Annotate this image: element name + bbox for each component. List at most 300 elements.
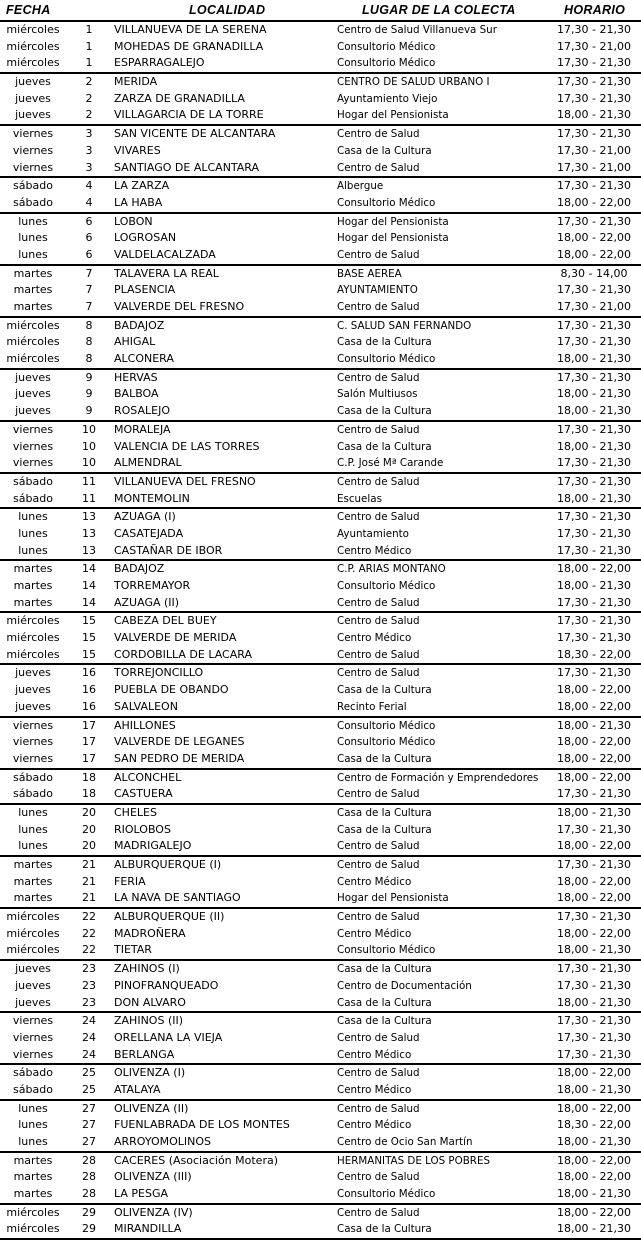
hours-cell: 18,00 - 21,30	[557, 352, 631, 366]
date-cell: 18	[82, 770, 96, 784]
hours-cell: 17,30 - 21,00	[557, 300, 631, 313]
locality-cell: SAN PEDRO DE MERIDA	[114, 751, 245, 765]
day-cell: miércoles	[6, 23, 60, 36]
table-row	[0, 509, 641, 526]
table-row	[0, 1153, 641, 1170]
venue-cell: Albergue	[337, 180, 384, 193]
hours-cell: 18,00 - 21,30	[557, 943, 631, 957]
table-row	[0, 474, 641, 491]
venue-cell: C.P. José Mª Carande	[337, 457, 444, 470]
venue-cell: Centro Médico	[337, 1048, 412, 1061]
venue-cell: Centro de Salud	[337, 248, 420, 261]
table-row	[0, 1030, 641, 1047]
day-cell: martes	[13, 858, 53, 871]
locality-cell: OLIVENZA (I)	[114, 1066, 186, 1080]
date-cell: 10	[82, 456, 96, 470]
venue-cell: Centro de Salud	[337, 1031, 420, 1044]
date-cell: 13	[82, 526, 96, 540]
date-cell: 6	[85, 247, 93, 261]
venue-cell: Casa de la Cultura	[337, 405, 432, 418]
hours-cell: 18,00 - 21,30	[557, 1082, 631, 1096]
table-row	[0, 770, 641, 787]
date-cell: 25	[82, 1066, 96, 1080]
header-localidad: LOCALIDAD	[189, 3, 266, 17]
day-cell: viernes	[12, 1014, 54, 1028]
locality-cell: VILLANUEVA DE LA SERENA	[114, 23, 267, 36]
table-row	[0, 1065, 641, 1082]
locality-cell: VILLANUEVA DEL FRESNO	[114, 474, 256, 488]
locality-cell: RIOLOBOS	[114, 822, 171, 836]
table-row	[0, 786, 641, 803]
hours-cell: 18,00 - 21,30	[557, 718, 631, 732]
date-cell: 15	[82, 614, 96, 628]
header-lugar: LUGAR DE LA COLECTA	[362, 3, 516, 17]
date-cell: 4	[85, 195, 93, 209]
table-row	[0, 1047, 641, 1064]
table-row	[0, 1134, 641, 1151]
hours-cell: 17,30 - 21,30	[557, 510, 631, 524]
hours-cell: 17,30 - 21,30	[557, 787, 631, 801]
table-row	[0, 22, 641, 39]
hours-cell: 18,00 - 22,00	[557, 562, 631, 576]
hours-cell: 18,00 - 22,00	[557, 1066, 631, 1080]
locality-cell: SANTIAGO DE ALCANTARA	[114, 160, 260, 174]
day-cell: viernes	[12, 1030, 54, 1044]
locality-cell: BADAJOZ	[114, 562, 165, 576]
locality-cell: ROSALEJO	[114, 404, 170, 418]
hours-cell: 17,30 - 21,30	[557, 666, 631, 680]
day-cell: miércoles	[6, 352, 60, 366]
venue-cell: Centro Médico	[337, 927, 412, 940]
date-cell: 9	[85, 387, 93, 401]
hours-cell: 18,00 - 21,30	[557, 1222, 631, 1236]
table-row	[0, 351, 641, 368]
hours-cell: 17,30 - 21,30	[557, 422, 631, 436]
table-row	[0, 39, 641, 56]
venue-cell: AYUNTAMIENTO	[337, 284, 418, 297]
table-row	[0, 491, 641, 508]
header-fecha: FECHA	[6, 3, 51, 17]
table-header	[0, 0, 641, 22]
hours-cell: 17,30 - 21,30	[557, 318, 631, 332]
table-row	[0, 370, 641, 387]
date-cell: 17	[82, 735, 96, 749]
date-cell: 17	[82, 718, 96, 732]
table-row	[0, 422, 641, 439]
hours-cell: 17,30 - 21,30	[557, 595, 631, 609]
venue-cell: Escuelas	[337, 492, 382, 505]
table-row	[0, 214, 641, 231]
venue-cell: Casa de la Cultura	[337, 963, 432, 976]
hours-cell: 17,30 - 21,30	[557, 543, 631, 557]
venue-cell: Centro Médico	[337, 632, 412, 645]
venue-cell: Recinto Ferial	[337, 700, 407, 713]
day-cell: miércoles	[6, 926, 60, 940]
table-row	[0, 230, 641, 247]
day-cell: lunes	[18, 805, 48, 819]
venue-cell: Centro Médico	[337, 1083, 412, 1096]
day-group	[0, 126, 641, 178]
date-cell: 8	[85, 318, 93, 332]
table-row	[0, 266, 641, 283]
venue-cell: Casa de la Cultura	[337, 440, 432, 453]
table-row	[0, 178, 641, 195]
day-cell: viernes	[12, 718, 54, 732]
table-row	[0, 1101, 641, 1118]
venue-cell: Centro de Salud	[337, 1171, 420, 1184]
venue-cell: Hogar del Pensionista	[337, 892, 449, 905]
locality-cell: PINOFRANQUEADO	[114, 978, 219, 992]
day-cell: sábado	[13, 1082, 53, 1096]
day-group	[0, 422, 641, 474]
locality-cell: ZAHINOS (II)	[114, 1014, 184, 1028]
hours-cell: 18,00 - 21,30	[557, 1187, 631, 1201]
day-group	[0, 1065, 641, 1100]
day-cell: jueves	[15, 962, 51, 976]
date-cell: 21	[82, 891, 96, 905]
day-cell: miércoles	[6, 910, 60, 924]
day-group	[0, 266, 641, 318]
date-cell: 15	[82, 631, 96, 645]
table-row	[0, 386, 641, 403]
hours-cell: 18,00 - 21,30	[557, 108, 631, 122]
hours-cell: 18,00 - 22,00	[557, 891, 631, 905]
venue-cell: Hogar del Pensionista	[337, 109, 449, 122]
date-cell: 22	[82, 910, 96, 924]
locality-cell: VALENCIA DE LAS TORRES	[114, 439, 260, 453]
table-row	[0, 926, 641, 943]
day-cell: jueves	[15, 91, 51, 105]
date-cell: 21	[82, 858, 96, 871]
hours-cell: 18,00 - 22,00	[557, 683, 631, 697]
table-row	[0, 143, 641, 160]
venue-cell: Consultorio Médico	[337, 196, 436, 209]
day-cell: martes	[13, 562, 53, 576]
day-cell: miércoles	[6, 335, 60, 349]
venue-cell: Casa de la Cultura	[337, 806, 432, 819]
locality-cell: VALVERDE DE MERIDA	[114, 631, 237, 645]
hours-cell: 18,00 - 21,30	[557, 995, 631, 1009]
day-cell: jueves	[15, 108, 51, 122]
table-row	[0, 318, 641, 335]
date-cell: 27	[82, 1101, 96, 1115]
venue-cell: Consultorio Médico	[337, 580, 436, 592]
locality-cell: ORELLANA LA VIEJA	[114, 1030, 223, 1044]
date-cell: 3	[85, 160, 93, 174]
venue-cell: Consultorio Médico	[337, 944, 436, 957]
venue-cell: Centro de Salud	[337, 423, 420, 436]
date-cell: 21	[82, 874, 96, 888]
locality-cell: LA NAVA DE SANTIAGO	[114, 891, 241, 905]
date-cell: 16	[82, 699, 96, 713]
day-group	[0, 474, 641, 509]
day-cell: sábado	[13, 179, 53, 193]
day-cell: lunes	[18, 1101, 48, 1115]
day-group	[0, 718, 641, 770]
hours-cell: 17,30 - 21,30	[557, 283, 631, 297]
day-cell: martes	[13, 300, 53, 313]
day-cell: sábado	[13, 787, 53, 801]
day-group	[0, 909, 641, 961]
locality-cell: OLIVENZA (III)	[114, 1170, 192, 1184]
locality-cell: FUENLABRADA DE LOS MONTES	[114, 1118, 290, 1132]
venue-cell: Consultorio Médico	[337, 736, 436, 749]
day-cell: lunes	[18, 510, 48, 524]
date-cell: 22	[82, 943, 96, 957]
venue-cell: Casa de la Cultura	[337, 684, 432, 697]
hours-cell: 17,30 - 21,30	[557, 56, 631, 70]
day-group	[0, 665, 641, 717]
venue-cell: Consultorio Médico	[337, 353, 436, 366]
day-cell: martes	[13, 874, 53, 888]
date-cell: 17	[82, 751, 96, 765]
table-row	[0, 961, 641, 978]
table-row	[0, 526, 641, 543]
day-cell: martes	[13, 1153, 53, 1167]
day-cell: sábado	[13, 474, 53, 488]
locality-cell: CACERES (Asociación Motera)	[114, 1153, 278, 1167]
table-row	[0, 751, 641, 768]
date-cell: 7	[85, 300, 93, 313]
date-cell: 16	[82, 683, 96, 697]
locality-cell: OLIVENZA (IV)	[114, 1205, 193, 1219]
table-row	[0, 1221, 641, 1238]
date-cell: 18	[82, 787, 96, 801]
hours-cell: 18,00 - 21,30	[557, 579, 631, 592]
hours-cell: 17,30 - 21,30	[557, 127, 631, 141]
date-cell: 14	[82, 595, 96, 609]
day-group	[0, 22, 641, 74]
day-cell: miércoles	[6, 614, 60, 628]
date-cell: 24	[82, 1047, 96, 1061]
day-cell: lunes	[18, 822, 48, 836]
venue-cell: Consultorio Médico	[337, 57, 436, 70]
venue-cell: Centro de Salud	[337, 859, 420, 871]
date-cell: 2	[85, 108, 93, 122]
venue-cell: Centro de Salud	[337, 511, 420, 524]
date-cell: 23	[82, 978, 96, 992]
day-cell: martes	[13, 1187, 53, 1201]
locality-cell: ALBURQUERQUE (II)	[114, 910, 225, 924]
date-cell: 24	[82, 1014, 96, 1028]
locality-cell: MONTEMOLIN	[114, 491, 190, 505]
locality-cell: TORREMAYOR	[114, 579, 191, 592]
date-cell: 3	[85, 143, 93, 157]
venue-cell: Consultorio Médico	[337, 719, 436, 732]
hours-cell: 18,00 - 22,00	[557, 1101, 631, 1115]
table-row	[0, 578, 641, 595]
day-cell: viernes	[12, 735, 54, 749]
venue-cell: Casa de la Cultura	[337, 823, 432, 836]
day-cell: miércoles	[6, 631, 60, 645]
date-cell: 25	[82, 1082, 96, 1096]
day-cell: lunes	[18, 1118, 48, 1132]
table-row	[0, 874, 641, 891]
date-cell: 7	[85, 283, 93, 297]
date-cell: 27	[82, 1118, 96, 1132]
venue-cell: Centro de Salud	[337, 1206, 420, 1219]
date-cell: 20	[82, 822, 96, 836]
date-cell: 29	[82, 1205, 96, 1219]
locality-cell: TALAVERA LA REAL	[114, 266, 219, 280]
locality-cell: ATALAYA	[114, 1082, 161, 1096]
date-cell: 6	[85, 214, 93, 228]
table-row	[0, 665, 641, 682]
venue-cell: C.P. ARIAS MONTANO	[337, 563, 446, 576]
table-row	[0, 74, 641, 91]
table-row	[0, 1169, 641, 1186]
date-cell: 8	[85, 335, 93, 349]
hours-cell: 18,30 - 22,00	[557, 1118, 631, 1132]
day-cell: jueves	[15, 370, 51, 384]
day-cell: miércoles	[6, 647, 60, 661]
venue-cell: Centro de Salud	[337, 128, 420, 141]
venue-cell: Centro de Salud	[337, 840, 420, 853]
day-group	[0, 770, 641, 805]
venue-cell: Centro de Salud Villanueva Sur	[337, 24, 497, 36]
locality-cell: BERLANGA	[114, 1047, 175, 1061]
table-row	[0, 647, 641, 664]
date-cell: 16	[82, 666, 96, 680]
table-row	[0, 630, 641, 647]
table-row	[0, 734, 641, 751]
day-cell: jueves	[15, 683, 51, 697]
date-cell: 28	[82, 1170, 96, 1184]
locality-cell: ALBURQUERQUE (I)	[114, 858, 222, 871]
locality-cell: MERIDA	[114, 75, 158, 89]
table-row	[0, 613, 641, 630]
venue-cell: Casa de la Cultura	[337, 1015, 432, 1028]
day-cell: sábado	[13, 491, 53, 505]
date-cell: 23	[82, 962, 96, 976]
table-row	[0, 107, 641, 124]
day-cell: sábado	[13, 770, 53, 784]
venue-cell: C. SALUD SAN FERNANDO	[337, 319, 472, 332]
day-cell: viernes	[12, 751, 54, 765]
hours-cell: 17,30 - 21,30	[557, 978, 631, 992]
day-group	[0, 561, 641, 613]
table-row	[0, 890, 641, 907]
hours-cell: 18,00 - 21,30	[557, 491, 631, 505]
date-cell: 10	[82, 422, 96, 436]
venue-cell: Centro de Salud	[337, 371, 420, 384]
table-row	[0, 995, 641, 1012]
venue-cell: Casa de la Cultura	[337, 752, 432, 765]
day-cell: viernes	[12, 439, 54, 453]
day-cell: martes	[13, 1170, 53, 1184]
date-cell: 15	[82, 647, 96, 661]
hours-cell: 18,00 - 21,30	[557, 439, 631, 453]
date-cell: 13	[82, 543, 96, 557]
date-cell: 24	[82, 1030, 96, 1044]
locality-cell: LA PESGA	[114, 1187, 169, 1201]
day-cell: martes	[13, 266, 53, 280]
venue-cell: Consultorio Médico	[337, 40, 436, 53]
locality-cell: CHELES	[114, 805, 157, 819]
day-cell: martes	[13, 891, 53, 905]
locality-cell: AHILLONES	[114, 718, 176, 732]
locality-cell: CORDOBILLA DE LACARA	[114, 647, 252, 661]
locality-cell: CASTAÑAR DE IBOR	[114, 543, 223, 557]
locality-cell: FERIA	[114, 874, 146, 888]
hours-cell: 18,00 - 21,30	[557, 387, 631, 401]
hours-cell: 18,00 - 22,00	[557, 195, 631, 209]
day-cell: viernes	[12, 422, 54, 436]
locality-cell: ALCONERA	[114, 352, 174, 366]
day-cell: jueves	[15, 404, 51, 418]
table-row	[0, 299, 641, 316]
table-row	[0, 1013, 641, 1030]
locality-cell: LA ZARZA	[114, 179, 170, 193]
venue-cell: Casa de la Cultura	[337, 336, 432, 349]
date-cell: 23	[82, 995, 96, 1009]
hours-cell: 18,00 - 22,00	[557, 231, 631, 245]
date-cell: 22	[82, 926, 96, 940]
hours-cell: 17,30 - 21,00	[557, 39, 631, 53]
day-group	[0, 961, 641, 1013]
date-cell: 6	[85, 231, 93, 245]
table-row	[0, 160, 641, 177]
hours-cell: 18,00 - 21,30	[557, 404, 631, 418]
date-cell: 11	[82, 474, 96, 488]
table-row	[0, 595, 641, 612]
schedule-body	[0, 22, 641, 1240]
day-cell: lunes	[18, 839, 48, 853]
day-cell: viernes	[12, 456, 54, 470]
day-cell: miércoles	[6, 56, 60, 70]
venue-cell: Centro de Ocio San Martín	[337, 1136, 473, 1148]
day-cell: jueves	[15, 666, 51, 680]
venue-cell: Centro de Salud	[337, 1067, 420, 1080]
day-cell: lunes	[18, 543, 48, 557]
venue-cell: Centro Médico	[337, 1119, 412, 1132]
venue-cell: Centro de Salud	[337, 788, 420, 801]
venue-cell: Centro de Documentación	[337, 979, 472, 992]
table-row	[0, 942, 641, 959]
table-row	[0, 1205, 641, 1222]
hours-cell: 17,30 - 21,30	[557, 179, 631, 193]
table-row	[0, 439, 641, 456]
day-cell: martes	[13, 595, 53, 609]
day-cell: lunes	[18, 247, 48, 261]
venue-cell: Ayuntamiento Viejo	[337, 92, 438, 105]
table-row	[0, 838, 641, 855]
date-cell: 27	[82, 1135, 96, 1148]
hours-cell: 18,00 - 22,00	[557, 1205, 631, 1219]
venue-cell: Casa de la Cultura	[337, 1223, 432, 1236]
day-group	[0, 318, 641, 370]
date-cell: 13	[82, 510, 96, 524]
day-group	[0, 178, 641, 213]
locality-cell: MOHEDAS DE GRANADILLA	[114, 39, 264, 53]
locality-cell: ARROYOMOLINOS	[114, 1135, 212, 1148]
hours-cell: 18,00 - 21,30	[557, 805, 631, 819]
day-cell: miércoles	[6, 1205, 60, 1219]
day-cell: viernes	[12, 127, 54, 141]
hours-cell: 18,00 - 22,00	[557, 751, 631, 765]
day-group	[0, 1013, 641, 1065]
locality-cell: PUEBLA DE OBANDO	[114, 683, 229, 697]
day-cell: jueves	[15, 387, 51, 401]
table-row	[0, 718, 641, 735]
day-group	[0, 509, 641, 561]
hours-cell: 18,00 - 22,00	[557, 926, 631, 940]
venue-cell: Casa de la Cultura	[337, 144, 432, 157]
day-cell: sábado	[13, 195, 53, 209]
day-cell: viernes	[12, 160, 54, 174]
locality-cell: VALVERDE DEL FRESNO	[114, 300, 245, 313]
day-cell: viernes	[12, 143, 54, 157]
